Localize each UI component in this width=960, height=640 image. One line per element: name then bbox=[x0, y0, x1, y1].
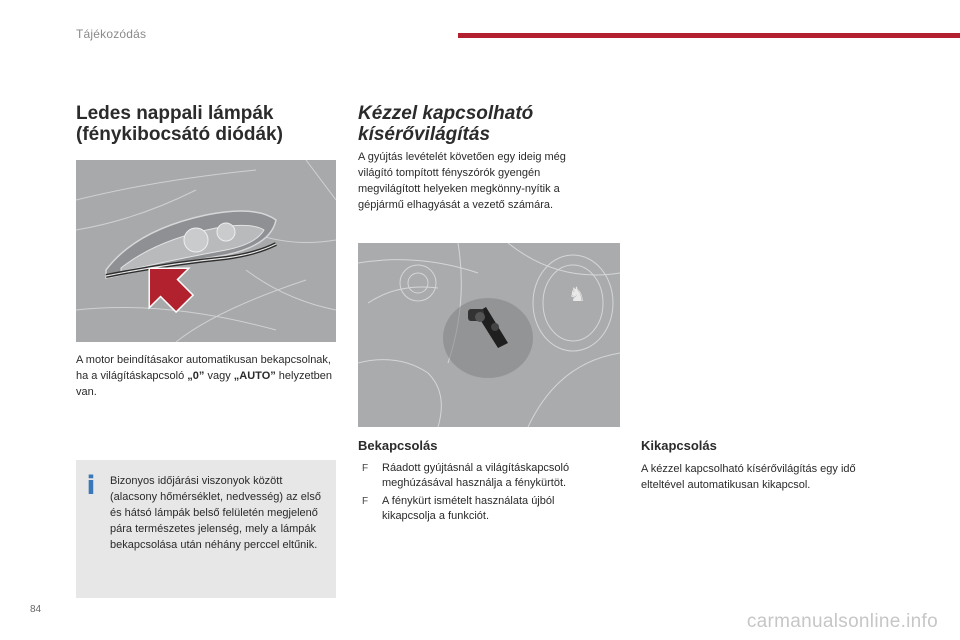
headlight-drawing bbox=[76, 160, 336, 342]
activation-step-1: Ráadott gyújtásnál a világításkapcsoló meghúzásával használja a fénykürtöt. bbox=[382, 462, 570, 489]
watermark: carmanualsonline.info bbox=[746, 611, 938, 632]
bullet-icon: F bbox=[362, 463, 369, 474]
section-label: Tájékozódás bbox=[76, 27, 147, 41]
heading-activation: Bekapcsolás bbox=[358, 438, 438, 453]
activation-step-2: A fénykürt ismételt használata újból kikapcsolja a funkciót. bbox=[382, 495, 555, 522]
activation-steps bbox=[358, 461, 608, 527]
follow-me-home-description: A gyújtás levételét követően egy ideig még világító tompított fényszórók gyengén megvilágított helyeken megkönny-nyítik a gépjármű elhagyását a vezető számára. bbox=[358, 151, 566, 211]
list-item bbox=[358, 494, 608, 524]
heading-deactivation: Kikapcsolás bbox=[641, 438, 717, 453]
title-daytime-lights: Ledes nappali lámpák (fénykibocsátó diódák) bbox=[76, 103, 283, 145]
intro-text-2: vagy bbox=[204, 370, 234, 382]
steering-stalk-illustration bbox=[358, 243, 620, 427]
headlight-illustration bbox=[76, 160, 336, 342]
list-item bbox=[358, 461, 608, 491]
header-accent-bar bbox=[458, 33, 960, 38]
bullet-icon: F bbox=[362, 496, 369, 507]
deactivation-text: A kézzel kapcsolható kísérővilágítás egy idő elteltével automatikusan kikapcsol. bbox=[641, 463, 856, 491]
title-follow-me-home: Kézzel kapcsolható kísérővilágítás bbox=[358, 103, 534, 145]
switch-position-auto: „AUTO” bbox=[233, 370, 276, 382]
info-icon: i bbox=[86, 471, 96, 501]
svg-text:♞: ♞ bbox=[568, 282, 586, 306]
daytime-lights-description bbox=[76, 352, 341, 400]
switch-position-0: „0” bbox=[187, 370, 205, 382]
intro-text-1: A motor beindításakor automatikusan bekapcsolnak, ha a világításkapcsoló bbox=[76, 354, 331, 382]
page-number: 84 bbox=[30, 604, 42, 615]
intro-text-3: helyzetben van. bbox=[76, 370, 333, 398]
info-note-box bbox=[76, 460, 336, 598]
dashboard-drawing bbox=[358, 243, 620, 427]
info-note-text: Bizonyos időjárási viszonyok között (alacsony hőmérséklet, nedvesség) az első és hátsó lámpák belső felületén megjelenő pára természetes jelenség, mely a lámpák bekapcsolása után néhány perccel eltűnik. bbox=[110, 475, 321, 551]
